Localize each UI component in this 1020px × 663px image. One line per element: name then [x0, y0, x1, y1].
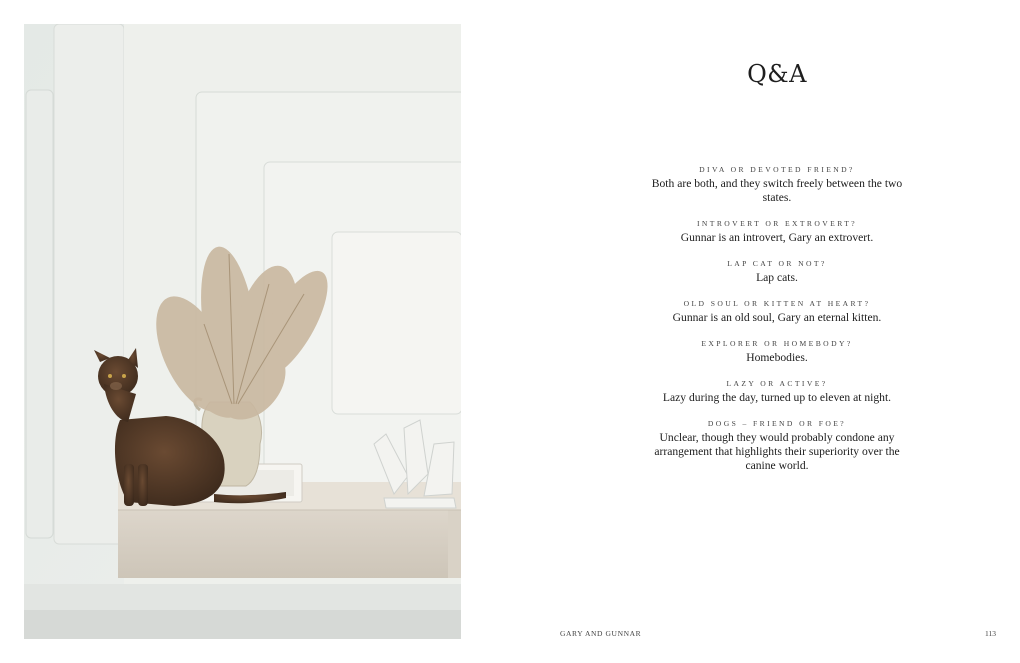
qa-item [640, 338, 914, 365]
qa-item [640, 298, 914, 325]
question: INTROVERT OR EXTROVERT? [696, 219, 858, 228]
answer: Unclear, though they would probably condone any arrangement that highlights their superiority over the canine world. [654, 431, 900, 472]
page-title: Q&A [747, 60, 807, 88]
qa-item [640, 164, 914, 205]
question: OLD SOUL OR KITTEN AT HEART? [683, 299, 871, 308]
question: LAP CAT OR NOT? [727, 259, 827, 268]
answer: Lap cats. [756, 271, 798, 284]
qa-item [640, 218, 914, 245]
qa-item [640, 418, 914, 473]
qa-item [640, 378, 914, 405]
qa-item [640, 258, 914, 285]
answer: Homebodies. [746, 351, 808, 364]
answer: Gunnar is an introvert, Gary an extrovert. [680, 231, 874, 244]
question: DIVA OR DEVOTED FRIEND? [699, 165, 855, 174]
question: EXPLORER OR HOMEBODY? [701, 339, 853, 348]
answer: Lazy during the day, turned up to eleven at night. [662, 391, 892, 404]
answer: Gunnar is an old soul, Gary an eternal kitten. [672, 311, 882, 324]
photo-illustration [24, 24, 461, 639]
running-footer: GARY AND GUNNAR [560, 629, 642, 638]
page-number: 113 [985, 629, 996, 638]
question: DOGS – FRIEND OR FOE? [707, 419, 847, 428]
question: LAZY OR ACTIVE? [726, 379, 828, 388]
cat-photograph [24, 24, 461, 639]
qa-list [640, 164, 914, 486]
answer: Both are both, and they switch freely between the two states. [651, 177, 903, 204]
